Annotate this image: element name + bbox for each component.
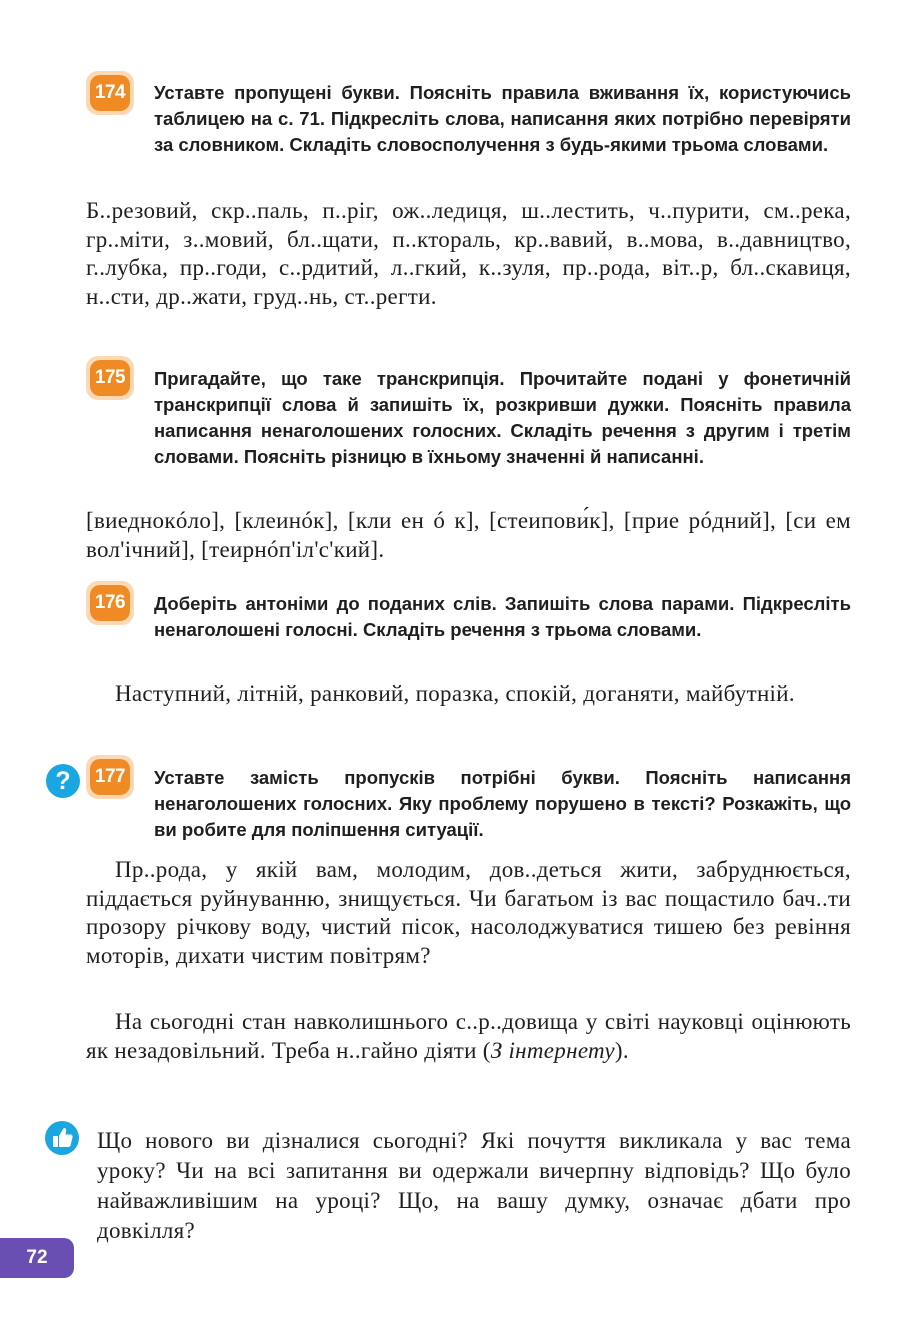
exercise-paragraph: На сьогодні стан навколишнього с..р..довища у світі науковці оцінюють як незадовільний. Треба н..гайно діяти (З інтернету). (86, 1009, 851, 1063)
exercise-paragraph: Пр..рода, у якій вам, молодим, дов..деться жити, забруднюється, піддається руйнуванню, знищується. Чи багатьом із вас пощастило бач..ти прозору річкову воду, чистий пісок, насолоджуватися тишею без ревіння моторів, дихати чистим повітрям? (86, 857, 851, 968)
exercise-text: Б..резовий, скр..паль, п..ріг, ож..ледиця, ш..лестить, ч..пурити, см..река, гр..міти, з..мовий, бл..щати, п..ктораль, кр..вавий, в..мова, в..давництво, г..лубка, пр..годи, с..рдитий, л..гкий, к..зуля, пр..рода, віт..р, бл..скавиця, н..сти, др..жати, груд..нь, ст..регти. (86, 198, 851, 309)
thumbs-up-icon (45, 1121, 79, 1155)
exercise-number: 175 (90, 360, 130, 396)
exercise-task: Уставте замість пропусків потрібні букви. Поясніть написання ненаголошених голосних. Яку проблему порушено в тексті? Розкажіть, що ви робите для поліпшення ситуації. (154, 767, 851, 840)
exercise-text: [виеднокóло], [клеинóк], [кли ен ó к], [стеипови́к], [прие рóдний], [си ем вол'ічний], [теирнóп'іл'с'кий]. (86, 508, 851, 562)
page-number: 72 (0, 1238, 74, 1278)
exercise-number-badge (86, 755, 134, 799)
exercise-text: Наступний, літній, ранковий, поразка, спокій, доганяти, майбутній. (115, 681, 795, 706)
exercise-number-badge (86, 356, 134, 400)
exercise-number: 174 (90, 75, 130, 111)
exercise-number: 177 (90, 759, 130, 795)
exercise-task: Уставте пропущені букви. Поясніть правила вживання їх, користуючись таблицею на с. 71. Підкресліть слова, написання яких потрібно перевіряти за словником. Складіть словосполучення з будь-якими трьома словами. (154, 82, 851, 155)
paragraph-text: На сьогодні стан навколишнього с..р..довища у світі науковці оцінюють як незадовільний. Треба н..гайно діяти (86, 1009, 851, 1063)
question-icon: ? (46, 764, 80, 798)
exercise-task: Пригадайте, що таке транскрипція. Прочитайте подані у фонетичній транскрипції слова й запишіть їх, розкривши дужки. Поясніть правила написання ненаголошених голосних. Складіть речення з другим і третім словами. Поясніть різницю в їхньому значенні й написанні. (154, 368, 851, 467)
reflection-text: Що нового ви дізналися сьогодні? Які почуття викликала у вас тема уроку? Чи на всі запитання ви одержали вичерпну відповідь? Що було найважливішим на уроці? Що, на вашу думку, означає дбати про довкілля? (97, 1128, 851, 1243)
exercise-task: Доберіть антоніми до поданих слів. Запишіть слова парами. Підкресліть ненаголошені голосні. Складіть речення з трьома словами. (154, 593, 851, 640)
exercise-number-badge (86, 581, 134, 625)
exercise-number-badge (86, 71, 134, 115)
exercise-number: 176 (90, 585, 130, 621)
source-citation: З інтернету (490, 1037, 615, 1063)
